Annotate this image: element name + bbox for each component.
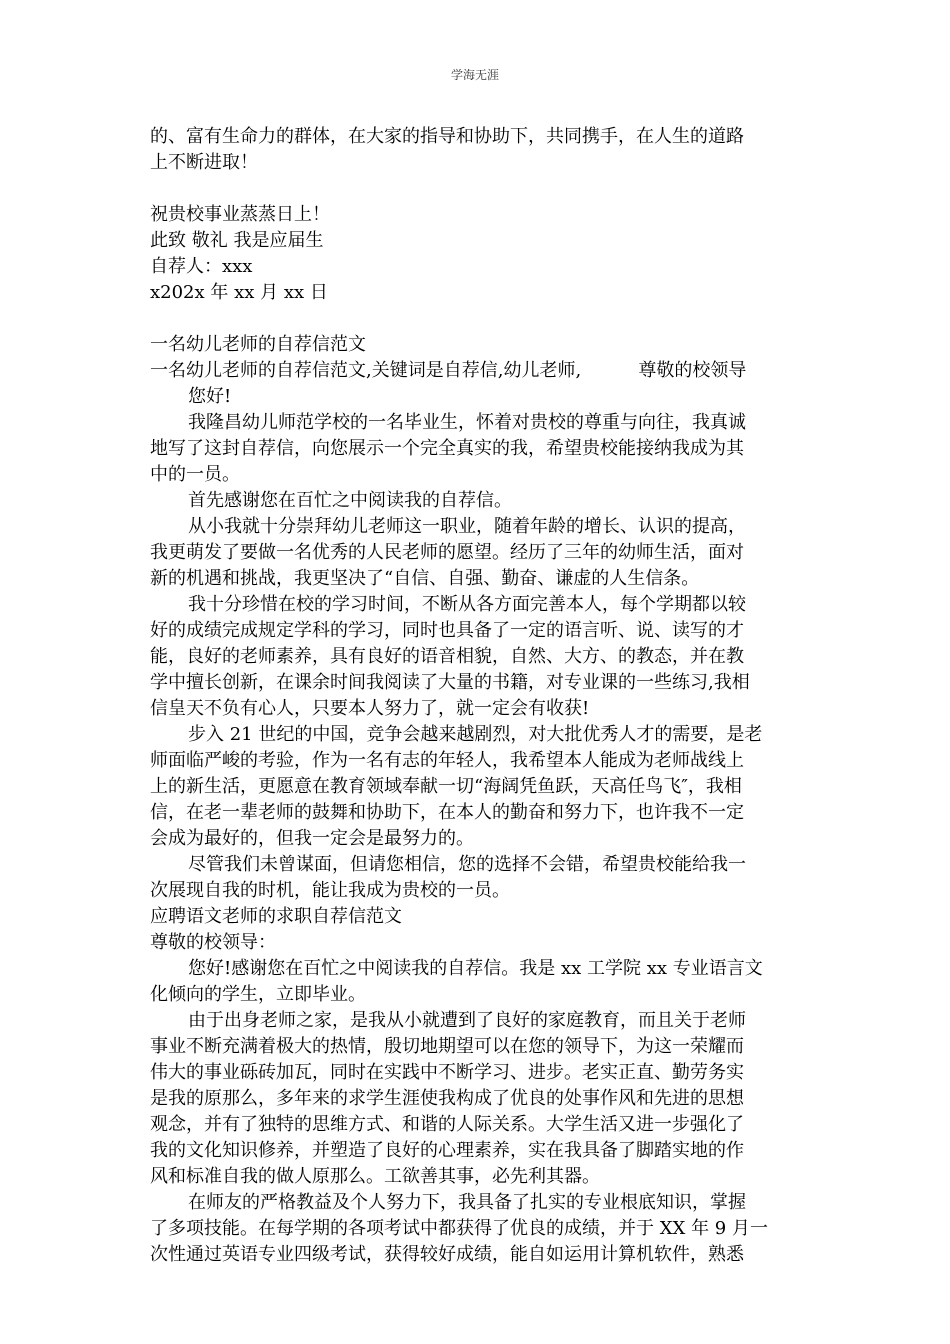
paragraph-gap bbox=[150, 176, 800, 202]
text-line: 次展现自我的时机，能让我成为贵校的一员。 bbox=[150, 880, 510, 901]
text-line: x202x 年 xx 月 xx 日 bbox=[150, 282, 328, 303]
text-line: 此致 敬礼 我是应届生 bbox=[150, 230, 324, 251]
text-line: 次性通过英语专业四级考试，获得较好成绩，能自如运用计算机软件，熟悉 bbox=[150, 1244, 744, 1265]
text-line: 学中擅长创新，在课余时间我阅读了大量的书籍，对专业课的一些练习,我相 bbox=[150, 672, 750, 693]
text-line: 一名幼儿老师的自荐信范文,关键词是自荐信,幼儿老师, 尊敬的校领导 bbox=[150, 360, 747, 381]
text-line: 观念，并有了独特的思维方式、和谐的人际关系。大学生活又进一步强化了 bbox=[150, 1114, 744, 1135]
text-line: 能，良好的老师素养，具有良好的语音相貌，自然、大方、的教态，并在教 bbox=[150, 646, 744, 667]
text-line: 会成为最好的，但我一定会是最努力的。 bbox=[150, 828, 474, 849]
text-line: 地写了这封自荐信，向您展示一个完全真实的我，希望贵校能接纳我成为其 bbox=[150, 438, 744, 459]
text-line: 您好! bbox=[188, 386, 232, 407]
text-line: 自荐人：xxx bbox=[150, 256, 253, 277]
text-line: 了多项技能。在每学期的各项考试中都获得了优良的成绩，并于 XX 年 9 月一 bbox=[150, 1218, 768, 1239]
text-line: 化倾向的学生，立即毕业。 bbox=[150, 984, 366, 1005]
text-line: 的、富有生命力的群体，在大家的指导和协助下，共同携手，在人生的道路 bbox=[150, 126, 744, 147]
text-line: 好的成绩完成规定学科的学习，同时也具备了一定的语言听、说、读写的才 bbox=[150, 620, 744, 641]
text-line: 中的一员。 bbox=[150, 464, 240, 485]
text-line: 我更萌发了要做一名优秀的人民老师的愿望。经历了三年的幼师生活，面对 bbox=[150, 542, 744, 563]
text-line: 尊敬的校领导： bbox=[150, 932, 276, 953]
text-line: 上不断进取！ bbox=[150, 152, 258, 173]
text-line: 从小我就十分崇拜幼儿老师这一职业，随着年龄的增长、认识的提高， bbox=[188, 516, 746, 537]
text-line: 步入 21 世纪的中国，竞争会越来越剧烈，对大批优秀人才的需要，是老 bbox=[188, 724, 763, 745]
text-line: 由于出身老师之家，是我从小就遭到了良好的家庭教育，而且关于老师 bbox=[188, 1010, 746, 1031]
text-line: 首先感谢您在百忙之中阅读我的自荐信。 bbox=[188, 490, 512, 511]
text-line: 尽管我们未曾谋面，但请您相信，您的选择不会错，希望贵校能给我一 bbox=[188, 854, 746, 875]
section-title: 应聘语文老师的求职自荐信范文 bbox=[150, 906, 402, 927]
text-line: 新的机遇和挑战，我更坚决了“自信、自强、勤奋、谦虚的人生信条。 bbox=[150, 568, 700, 589]
text-line: 在师友的严格教益及个人努力下，我具备了扎实的专业根底知识，掌握 bbox=[188, 1192, 746, 1213]
section-title: 一名幼儿老师的自荐信范文 bbox=[150, 334, 366, 355]
text-line: 信，在老一辈老师的鼓舞和协助下，在本人的勤奋和努力下，也许我不一定 bbox=[150, 802, 744, 823]
document-body bbox=[150, 124, 800, 1268]
text-line: 信皇天不负有心人，只要本人努力了，就一定会有收获! bbox=[150, 698, 590, 719]
text-line: 我隆昌幼儿师范学校的一名毕业生，怀着对贵校的尊重与向往，我真诚 bbox=[188, 412, 746, 433]
text-line: 伟大的事业砾砖加瓦，同时在实践中不断学习、进步。老实正直、勤劳务实 bbox=[150, 1062, 744, 1083]
text-line: 事业不断充满着极大的热情，殷切地期望可以在您的领导下，为这一荣耀而 bbox=[150, 1036, 744, 1057]
text-line: 上的新生活，更愿意在教育领域奉献一切“海阔凭鱼跃，天高任鸟飞″，我相 bbox=[150, 776, 742, 797]
text-line: 风和标准自我的做人原那么。工欲善其事，必先利其器。 bbox=[150, 1166, 600, 1187]
text-line: 祝贵校事业蒸蒸日上！ bbox=[150, 204, 330, 225]
text-line: 我十分珍惜在校的学习时间，不断从各方面完善本人，每个学期都以较 bbox=[188, 594, 746, 615]
text-line: 您好!感谢您在百忙之中阅读我的自荐信。我是 xx 工学院 xx 专业语言文 bbox=[188, 958, 763, 979]
text-line: 是我的原那么，多年来的求学生涯使我构成了优良的处事作风和先进的思想 bbox=[150, 1088, 744, 1109]
text-line: 师面临严峻的考验，作为一名有志的年轻人，我希望本人能成为老师战线上 bbox=[150, 750, 744, 771]
paragraph-gap bbox=[150, 306, 800, 332]
page-header: 学海无涯 bbox=[450, 68, 499, 82]
text-line: 我的文化知识修养，并塑造了良好的心理素养，实在我具备了脚踏实地的作 bbox=[150, 1140, 744, 1161]
